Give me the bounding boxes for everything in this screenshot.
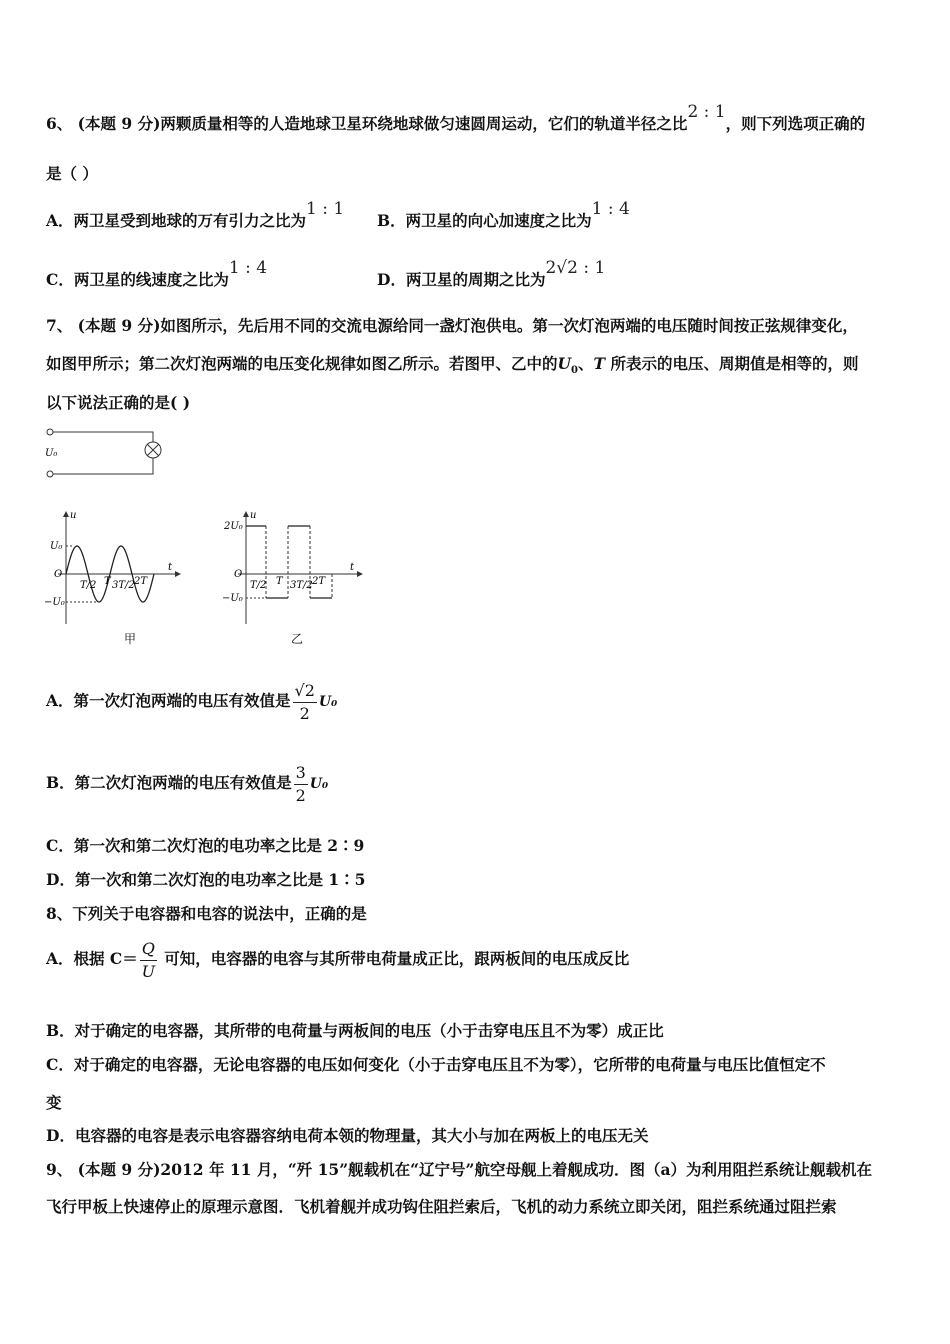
q7-option-b [46, 760, 328, 807]
q6-option-b-text: B．两卫星的向心加速度之比为 [377, 211, 592, 230]
q6-stem-text-2: ，则下列选项正确的 [725, 114, 866, 133]
circuit-u0-label: U₀ [45, 448, 58, 459]
q6-option-b-value: 1 : 4 [591, 199, 630, 219]
q7-option-a [46, 678, 337, 725]
q6-option-a-value: 1 : 1 [306, 199, 345, 219]
q6-stem-text: 6、 (本题 9 分)两颗质量相等的人造地球卫星环绕地球做匀速圆周运动，它们的轨道半径之比 [46, 114, 688, 133]
graph-jia-u-label: u [70, 510, 77, 521]
q8-option-a-text: A．根据 C＝ [46, 949, 138, 968]
q7-option-a-fraction [293, 680, 317, 725]
q6-option-c [46, 258, 268, 290]
q7-option-b-unit: U₀ [309, 776, 329, 792]
q8-option-b: B．对于确定的电容器，其所带的电荷量与两板间的电压（小于击穿电压且不为零）成正比 [46, 1021, 664, 1040]
q7-stem-text: 如图甲所示；第二次灯泡两端的电压变化规律如图乙所示。若图甲、乙中的 [46, 354, 558, 373]
q7-option-a-numerator: √2 [293, 680, 317, 703]
q6-option-d-value: 2√2 : 1 [545, 258, 606, 278]
lamp-icon [145, 442, 161, 458]
q6-option-c-text: C．两卫星的线速度之比为 [46, 270, 229, 289]
q9-stem-line2: 飞行甲板上快速停止的原理示意图．飞机着舰并成功钩住阻拦索后，飞机的动力系统立即关闭，阻拦系统通过阻拦索 [46, 1197, 837, 1216]
q7-t-symbol: T [593, 354, 606, 373]
q6-stem-line2: 是（ ） [46, 164, 98, 183]
q8-option-d: D．电容器的电容是表示电容器容纳电荷本领的物理量，其大小与加在两板上的电压无关 [46, 1126, 649, 1145]
graph-yi-2u0-label: 2U₀ [224, 521, 243, 532]
q6-option-d-text: D．两卫星的周期之比为 [377, 270, 546, 289]
q7-option-b-numerator: 3 [294, 762, 308, 785]
q7-option-b-fraction [294, 762, 308, 807]
graph-yi-t-label: t [350, 562, 355, 573]
graph-yi-tick-half-t: T/2 [250, 580, 267, 591]
graph-jia-u0-label: U₀ [50, 541, 63, 552]
graph-jia-tick-2t: 2T [134, 576, 148, 587]
q6-stem-line1 [46, 102, 866, 134]
q7-option-b-text: B．第二次灯泡两端的电压有效值是 [46, 773, 292, 792]
graph-jia-caption: 甲 [124, 632, 137, 646]
q8-option-c-line1: C．对于确定的电容器，无论电容器的电压如何变化（小于击穿电压且不为零），它所带的电荷量与电压比值恒定不 [46, 1055, 826, 1074]
graph-jia-neg-u0-label: −U₀ [44, 597, 65, 608]
q8-option-a-text-2: 可知，电容器的电容与其所带电荷量成正比，跟两板间的电压成反比 [158, 949, 630, 968]
graph-jia-origin-label: O [54, 569, 63, 580]
q7-stem-line1: 7、 (本题 9 分)如图所示，先后用不同的交流电源给同一盏灯泡供电。第一次灯泡两端的电压随时间按正弦规律变化， [46, 316, 858, 335]
q6-option-b [377, 199, 630, 231]
graph-yi-tick-t: T [276, 576, 283, 587]
graph-yi-origin-label: O [234, 569, 243, 580]
q7-stem-text-2: 所表示的电压、周期值是相等的，则 [605, 354, 859, 373]
q6-option-a-text: A．两卫星受到地球的万有引力之比为 [46, 211, 307, 230]
graph-jia-tick-3half-t: 3T/2 [112, 580, 135, 591]
q7-stem-line3: 以下说法正确的是( ) [46, 393, 191, 412]
q7-option-b-denominator: 2 [295, 785, 306, 805]
q8-option-a-numerator: Q [140, 938, 157, 961]
q7-option-a-unit: U₀ [318, 694, 338, 710]
q8-option-c-line2: 变 [46, 1093, 62, 1112]
q7-stem-line2 [46, 354, 858, 381]
graph-jia-tick-t: T [104, 576, 111, 587]
graph-jia-tick-half-t: T/2 [80, 580, 97, 591]
q9-stem-line1: 9、 (本题 9 分)2012 年 11 月，“歼 15”舰载机在“辽宁号”航空母舰上着舰成功．图（a）为利用阻拦系统让舰载机在 [46, 1160, 872, 1179]
graph-yi-u-label: u [250, 510, 257, 521]
q7-option-d: D．第一次和第二次灯泡的电功率之比是 1∶5 [46, 870, 366, 889]
q7-option-a-denominator: 2 [299, 703, 310, 723]
q6-option-d [377, 258, 606, 290]
q7-u0-subscript: 0 [571, 365, 579, 377]
graph-yi-neg-u0-label: −U₀ [222, 593, 243, 604]
q6-option-a [46, 199, 345, 231]
graph-yi-tick-3half-t: 3T/2 [290, 580, 313, 591]
q7-circuit-diagram [40, 418, 170, 488]
graph-jia-t-label: t [168, 562, 173, 573]
graph-yi [222, 508, 367, 626]
q8-option-a [46, 936, 629, 983]
q6-ratio: 2 : 1 [687, 102, 726, 122]
graph-yi-caption: 乙 [291, 632, 304, 646]
q6-option-c-value: 1 : 4 [228, 258, 268, 278]
q8-option-a-fraction [140, 938, 157, 983]
graph-jia [40, 508, 185, 626]
q8-option-a-denominator: U [141, 961, 156, 981]
q7-u0-symbol: U [557, 354, 572, 373]
q7-option-c: C．第一次和第二次灯泡的电功率之比是 2∶9 [46, 836, 365, 855]
q8-stem: 8、下列关于电容器和电容的说法中，正确的是 [46, 904, 367, 923]
q7-option-a-text: A．第一次灯泡两端的电压有效值是 [46, 691, 291, 710]
graph-yi-tick-2t: 2T [312, 576, 326, 587]
q7-stem-comma: 、 [578, 354, 594, 373]
